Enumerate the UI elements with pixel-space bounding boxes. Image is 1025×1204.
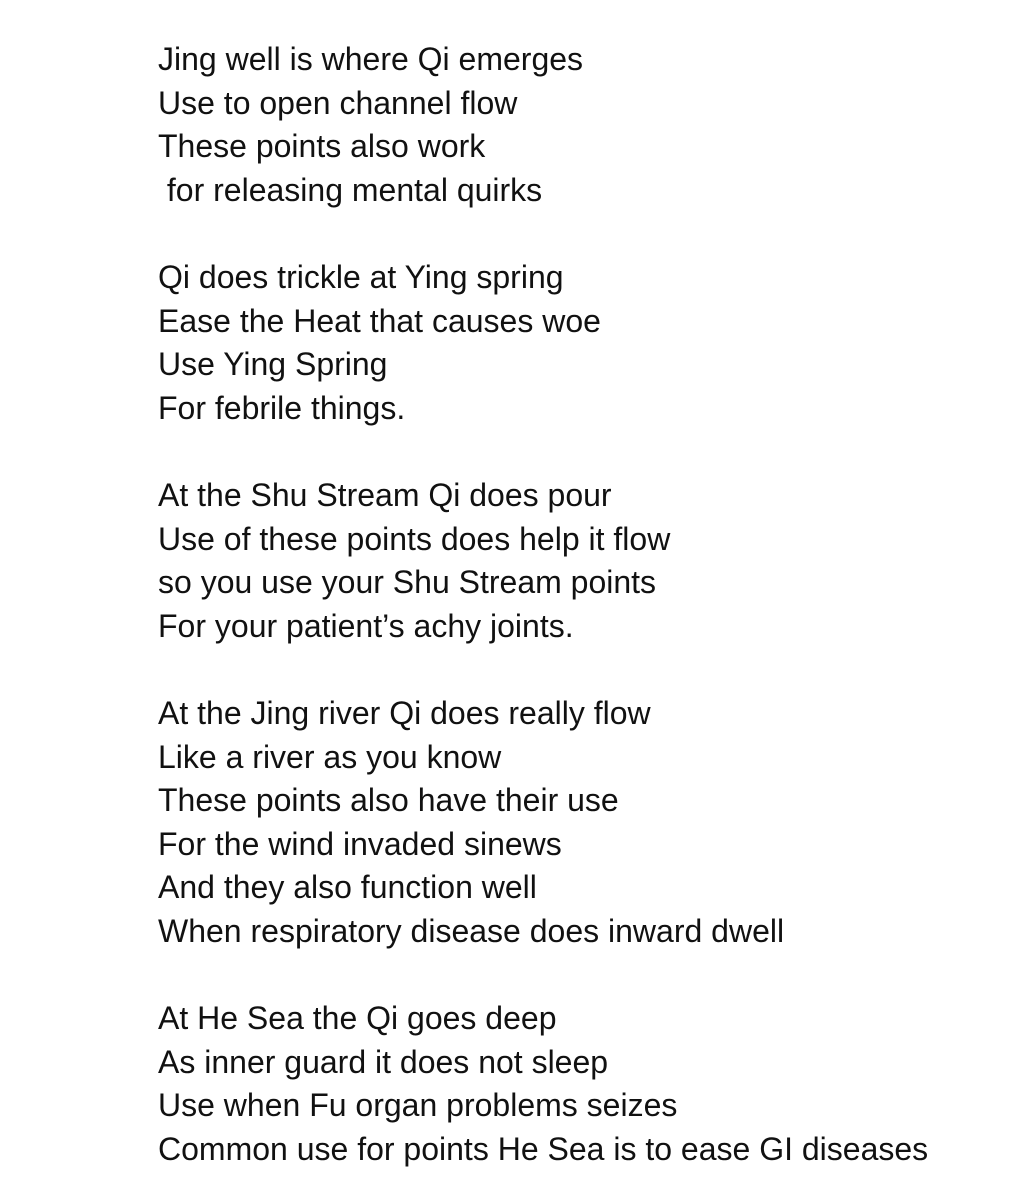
- poem-line: Jing well is where Qi emerges: [158, 41, 584, 77]
- poem: [158, 38, 1008, 1171]
- poem-line: These points also work: [158, 128, 486, 165]
- poem-line: Use of these points does help it flow: [158, 520, 671, 557]
- poem-line: Use Ying Spring: [158, 346, 388, 383]
- poem-line: And they also function well: [158, 869, 537, 906]
- poem-line: Like a river as you know: [158, 738, 502, 775]
- poem-line: for releasing mental quirks: [158, 171, 543, 208]
- poem-line: For your patient’s achy joints.: [158, 607, 574, 644]
- poem-line: so you use your Shu Stream points: [158, 564, 657, 601]
- poem-line: As inner guard it does not sleep: [158, 1043, 609, 1080]
- poem-line: These points also have their use: [158, 782, 619, 819]
- poem-line: When respiratory disease does inward dwell: [158, 912, 785, 949]
- stanza-he-sea: [158, 997, 1008, 1171]
- poem-line: At the Jing river Qi does really flow: [158, 694, 651, 731]
- poem-line: Use when Fu organ problems seizes: [158, 1087, 678, 1124]
- stanza-jing-well: [158, 38, 1008, 212]
- poem-line: Ease the Heat that causes woe: [158, 302, 601, 339]
- stanza-shu-stream: [158, 474, 1008, 648]
- poem-line: Use to open channel flow: [158, 84, 518, 121]
- poem-line: Common use for points He Sea is to ease GI diseases: [158, 1130, 929, 1167]
- poem-line: For the wind invaded sinews: [158, 825, 562, 862]
- stanza-ying-spring: [158, 256, 1008, 430]
- stanza-jing-river: [158, 692, 1008, 954]
- poem-line: At the Shu Stream Qi does pour: [158, 476, 612, 513]
- poem-line: At He Sea the Qi goes deep: [158, 1000, 557, 1037]
- poem-line: For febrile things.: [158, 389, 406, 426]
- poem-line: Qi does trickle at Ying spring: [158, 258, 564, 295]
